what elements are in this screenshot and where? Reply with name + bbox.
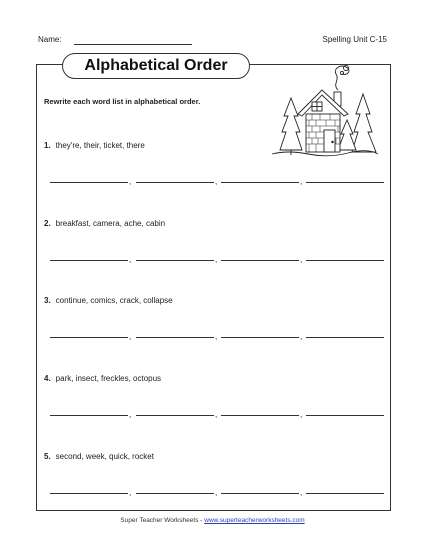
answer-comma: ,	[300, 255, 303, 264]
answer-comma: ,	[215, 255, 218, 264]
answer-blank[interactable]	[50, 493, 128, 494]
answer-blank[interactable]	[136, 182, 214, 183]
answer-blank[interactable]	[306, 260, 384, 261]
answer-comma: ,	[215, 332, 218, 341]
answer-comma: ,	[215, 177, 218, 186]
problem-number: 5.	[44, 452, 51, 461]
answer-blank[interactable]	[221, 493, 299, 494]
problem-3	[44, 296, 173, 305]
problem-words: continue, comics, crack, collapse	[55, 296, 173, 305]
spelling-unit-label: Spelling Unit C-15	[322, 35, 387, 44]
problem-words: second, week, quick, rocket	[55, 452, 154, 461]
answer-comma: ,	[215, 488, 218, 497]
answer-comma: ,	[129, 488, 132, 497]
answer-blank[interactable]	[50, 415, 128, 416]
problem-1	[44, 141, 145, 150]
answer-blank[interactable]	[136, 493, 214, 494]
answer-blank[interactable]	[221, 260, 299, 261]
answer-blank[interactable]	[136, 415, 214, 416]
answer-comma: ,	[300, 488, 303, 497]
answer-comma: ,	[215, 410, 218, 419]
problem-number: 3.	[44, 296, 51, 305]
footer-separator: -	[198, 517, 205, 524]
worksheet-title: Alphabetical Order	[62, 53, 250, 79]
problem-2	[44, 219, 165, 228]
answer-blank[interactable]	[221, 182, 299, 183]
answer-blank[interactable]	[136, 260, 214, 261]
footer	[0, 517, 425, 524]
name-field-line[interactable]	[74, 44, 192, 45]
problem-number: 4.	[44, 374, 51, 383]
problem-words: park, insect, freckles, octopus	[55, 374, 162, 383]
cabin-in-trees-icon	[268, 62, 380, 162]
answer-blank[interactable]	[50, 337, 128, 338]
answer-comma: ,	[129, 177, 132, 186]
name-label: Name:	[38, 35, 62, 44]
problem-5	[44, 452, 154, 461]
footer-site-name: Super Teacher Worksheets	[120, 517, 199, 524]
answer-comma: ,	[300, 410, 303, 419]
answer-blank[interactable]	[306, 415, 384, 416]
answer-blank[interactable]	[136, 337, 214, 338]
answer-comma: ,	[129, 410, 132, 419]
answer-row-5	[50, 484, 380, 497]
answer-comma: ,	[300, 332, 303, 341]
problem-number: 1.	[44, 141, 51, 150]
answer-blank[interactable]	[306, 493, 384, 494]
answer-comma: ,	[300, 177, 303, 186]
answer-blank[interactable]	[50, 260, 128, 261]
answer-row-2	[50, 251, 380, 264]
answer-row-4	[50, 406, 380, 419]
answer-blank[interactable]	[221, 337, 299, 338]
worksheet-header	[38, 35, 387, 49]
answer-blank[interactable]	[306, 337, 384, 338]
instructions: Rewrite each word list in alphabetical order.	[44, 97, 201, 106]
footer-url-link[interactable]: www.superteacherworksheets.com	[204, 517, 305, 524]
answer-row-3	[50, 328, 380, 341]
answer-comma: ,	[129, 332, 132, 341]
answer-blank[interactable]	[221, 415, 299, 416]
problem-words: they're, their, ticket, there	[55, 141, 145, 150]
answer-blank[interactable]	[50, 182, 128, 183]
answer-row-1	[50, 173, 380, 186]
problem-4	[44, 374, 161, 383]
answer-comma: ,	[129, 255, 132, 264]
problem-number: 2.	[44, 219, 51, 228]
problem-words: breakfast, camera, ache, cabin	[55, 219, 166, 228]
answer-blank[interactable]	[306, 182, 384, 183]
